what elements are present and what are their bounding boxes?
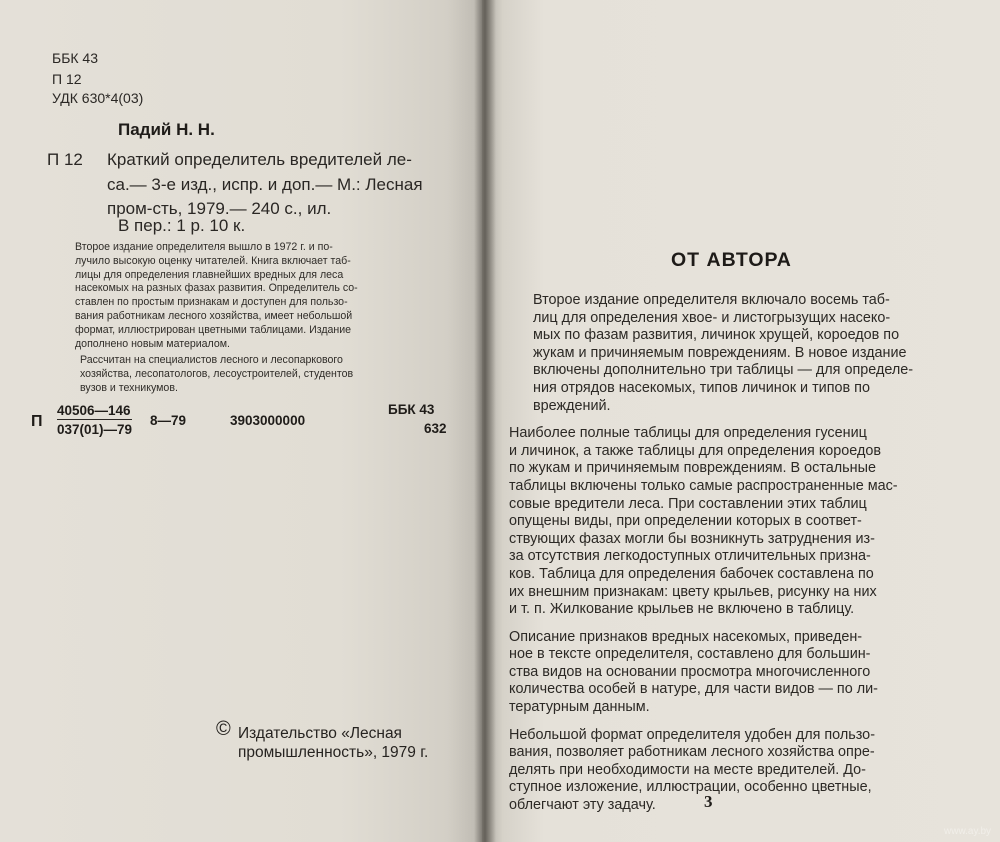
text-line: опущены виды, при определении которых в соответ- xyxy=(509,513,862,530)
catalog-index: П 12 xyxy=(47,150,83,169)
annotation-line: насекомых на разных фазах развития. Определитель со- xyxy=(75,282,358,295)
copyright-line: промышленность», 1979 г. xyxy=(238,744,429,761)
annotation-line: ставлен по простым признакам и доступен для пользо- xyxy=(75,296,348,309)
text-line: лиц для определения хвое- и листогрызущих насеко- xyxy=(533,309,891,326)
text-line: Второе издание определителя включало восемь таб- xyxy=(533,292,890,308)
text-line: мых по фазам развития, личинок хрущей, короедов по xyxy=(533,327,900,344)
audience-line: Рассчитан на специалистов лесного и лесопаркового xyxy=(80,354,343,366)
annotation-line: лицы для определения главнейших вредных для леса xyxy=(75,268,344,281)
text-line: тературным данным. xyxy=(509,699,650,716)
paragraph xyxy=(509,425,947,619)
code-bbk: ББК 43 xyxy=(388,402,435,417)
paragraph xyxy=(509,727,947,815)
annotation-line: Второе издание определителя вышло в 1972 г. и по- xyxy=(75,241,333,253)
catalog-line: пром-сть, 1979.— 240 с., ил. xyxy=(107,199,332,218)
text-line: жукам и причиняемым повреждениям. В новое издание xyxy=(533,344,907,361)
annotation-line: формат, иллюстрирован цветными таблицами. Издание xyxy=(75,323,352,336)
catalog-line: са.— 3-е изд., испр. и доп.— М.: Лесная xyxy=(107,174,423,194)
text-line: ствующих фазах могли бы возникнуть затруднения из- xyxy=(509,530,875,547)
udk-line: УДК 630*4(03) xyxy=(52,90,144,106)
code-middle: 8—79 xyxy=(150,413,187,428)
author-foreword xyxy=(509,292,947,825)
annotation-line: лучило высокую оценку читателей. Книга включает таб- xyxy=(75,254,351,267)
text-line: и личинок, а также таблицы для определения короедов xyxy=(509,442,882,459)
text-line: облегчают эту задачу. xyxy=(509,797,656,814)
copyright-line: Издательство «Лесная xyxy=(238,725,402,742)
left-page xyxy=(0,0,486,842)
code-number: 3903000000 xyxy=(230,413,306,428)
catalog-line: Краткий определитель вредителей ле- xyxy=(107,150,412,169)
text-line: Описание признаков вредных насекомых, приведен- xyxy=(509,628,863,645)
code-letter: П xyxy=(31,413,43,430)
text-line: вреждений. xyxy=(533,397,611,414)
text-line: ства видов на основании просмотра многочисленного xyxy=(509,663,871,680)
text-line: по жукам и причиняемым повреждениям. В остальные xyxy=(509,460,876,477)
code-fraction xyxy=(57,403,132,437)
annotation-line: дополнено новым материалом. xyxy=(75,337,230,350)
text-line: ков. Таблица для определения бабочек составлена по xyxy=(509,565,874,582)
code-denominator: 037(01)—79 xyxy=(57,422,133,437)
text-line: ступное изложение, иллюстрации, особенно цветные, xyxy=(509,779,872,796)
watermark: www.ay.by xyxy=(944,826,992,837)
page-number: 3 xyxy=(704,792,713,811)
section-heading: ОТ АВТОРА xyxy=(671,249,792,271)
text-line: вания, позволяет работникам лесного хозяйства опре- xyxy=(509,744,875,761)
annotation-line: вания работникам лесного хозяйства, имеет небольшой xyxy=(75,309,353,322)
bbk-line: ББК 43 xyxy=(52,50,98,66)
text-line: Небольшой формат определителя удобен для пользо- xyxy=(509,726,875,743)
price: В пер.: 1 р. 10 к. xyxy=(118,216,246,235)
text-line: ния отрядов насекомых, типов личинок и типов по xyxy=(533,379,870,396)
text-line: делять при необходимости на месте вредителей. До- xyxy=(509,761,866,778)
text-line: количества особей в натуре, для части видов — по ли- xyxy=(509,681,878,698)
annotation xyxy=(75,241,358,351)
text-line: таблицы включены только самые распространенные мас- xyxy=(509,477,898,494)
code-bbk-number: 632 xyxy=(424,421,447,436)
text-line: ное в тексте определителя, составлено для большин- xyxy=(509,646,871,663)
index-line: П 12 xyxy=(52,71,82,87)
audience xyxy=(80,354,353,395)
text-line: Наиболее полные таблицы для определения гусениц xyxy=(509,425,867,442)
paragraph xyxy=(509,629,947,717)
paragraph xyxy=(509,292,947,415)
text-line: за отсутствия легкодоступных отличительных призна- xyxy=(509,548,871,565)
author-name: Падий Н. Н. xyxy=(118,120,215,139)
audience-line: хозяйства, лесопатологов, лесоустроителей, студентов xyxy=(80,367,354,380)
audience-line: вузов и техникумов. xyxy=(80,381,178,394)
catalog-entry xyxy=(107,148,423,222)
text-line: их внешним признакам: цвету крыльев, рисунку на них xyxy=(509,583,877,600)
copyright-text xyxy=(238,724,428,762)
code-numerator: 40506—146 xyxy=(57,403,131,418)
text-line: совые вредители леса. При составлении этих таблиц xyxy=(509,495,867,512)
book-spine-shadow xyxy=(474,0,496,842)
text-line: и т. п. Жилкование крыльев не включено в таблицу. xyxy=(509,601,855,618)
copyright-icon: © xyxy=(216,718,231,740)
text-line: включены дополнительно три таблицы — для определе- xyxy=(533,362,914,379)
